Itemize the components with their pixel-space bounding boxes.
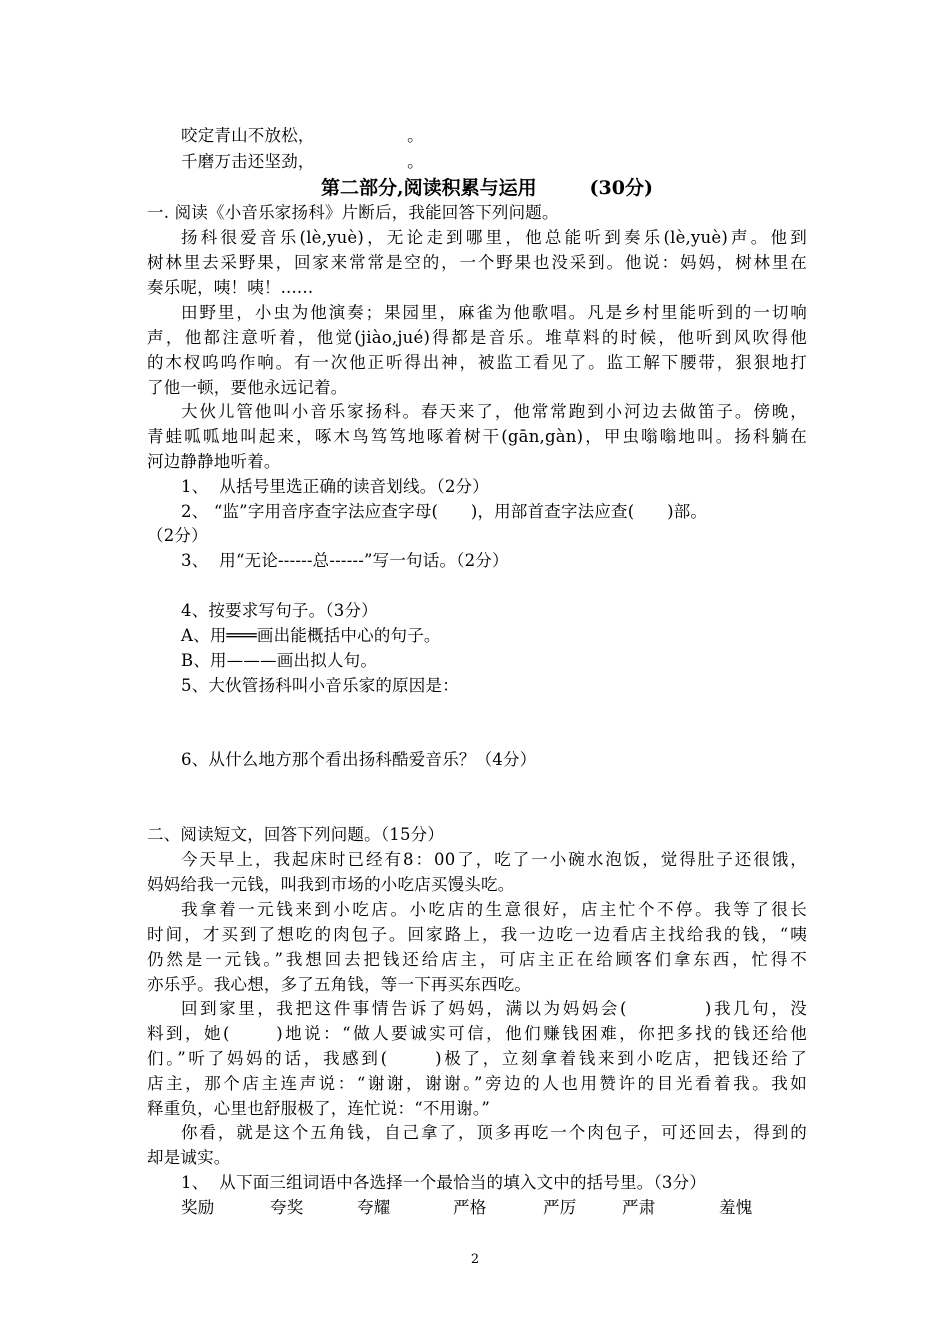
paragraph-line: 树林里去采野果，回家来常常是空的，一个野果也没采到。他说：妈妈，树林里在: [147, 253, 807, 272]
paragraph-line: 了他一顿，要他永远记着。: [147, 378, 348, 397]
paragraph-line: 仍然是一元钱。”我想回去把钱还给店主，可店主正在给顾客们拿东西，忙得不: [147, 950, 807, 969]
question-1: 1、 从括号里选正确的读音划线。（2分）: [181, 477, 489, 496]
paragraph-line: 的木杈呜呜作响。有一次他正听得出神，被监工看见了。监工解下腰带，狠狠地打: [147, 353, 807, 372]
question-6: 6、从什么地方那个看出扬科酷爱音乐？（4分）: [181, 750, 537, 769]
paragraph-line: 们。”听了妈妈的话，我感到( )极了，立刻拿着钱来到小吃店，把钱还给了: [147, 1049, 807, 1068]
paragraph-line: 奏乐呢，咦！咦！......: [147, 278, 314, 297]
word-choice: 羞愧: [719, 1198, 753, 1217]
question-3: 3、 用“无论------总------”写一句话。（2分）: [181, 551, 509, 570]
poem-line-1: 咬定青山不放松， 。: [181, 126, 424, 145]
paragraph-line: 河边静静地听着。: [147, 452, 281, 471]
word-choice: 严厉: [543, 1198, 577, 1217]
word-choice: 夸耀: [357, 1198, 391, 1217]
section-two-heading: 二、阅读短文，回答下列问题。（15分）: [147, 825, 445, 844]
paragraph-line: 你看，就是这个五角钱，自己拿了，顶多再吃一个肉包子，可还回去，得到的: [181, 1123, 807, 1142]
paragraph-line: 妈妈给我一元钱，叫我到市场的小吃店买馒头吃。: [147, 875, 515, 894]
paragraph-line: 释重负，心里也舒服极了，连忙说：“不用谢。”: [147, 1099, 491, 1118]
paragraph-line: 却是诚实。: [147, 1148, 231, 1167]
poem-line-2: 千磨万击还坚劲， 。: [181, 152, 424, 171]
paragraph-line: 青蛙呱呱地叫起来，啄木鸟笃笃地啄着树干(gān,gàn)，甲虫嗡嗡地叫。扬科躺在: [147, 427, 807, 446]
word-choice: 夸奖: [270, 1198, 304, 1217]
section-one-heading: 一. 阅读《小音乐家扬科》片断后，我能回答下列问题。: [147, 203, 559, 222]
question-2-score: （2分）: [147, 526, 208, 545]
paragraph-line: 时间，才买到了想吃的肉包子。回家路上，我一边吃一边看店主找给我的钱，“咦: [147, 925, 807, 944]
paragraph-line: 扬科很爱音乐(lè,yuè)，无论走到哪里，他总能听到奏乐(lè,yuè)声。他到: [181, 228, 807, 247]
word-choice: 奖励: [181, 1198, 215, 1217]
question-4a: A、用═══画出能概括中心的句子。: [181, 626, 441, 645]
word-choice: 严格: [453, 1198, 487, 1217]
section-two-question-1: 1、 从下面三组词语中各选择一个最恰当的填入文中的括号里。（3分）: [181, 1173, 707, 1192]
paragraph-line: 声，他都注意听着，他觉(jiào,jué)得都是音乐。堆草料的时候，他听到风吹得他: [147, 328, 807, 347]
paragraph-line: 亦乐乎。我心想，多了五角钱，等一下再买东西吃。: [147, 975, 532, 994]
paragraph-line: 大伙儿管他叫小音乐家扬科。春天来了，他常常跑到小河边去做笛子。傍晚，: [181, 402, 807, 421]
paragraph-line: 今天早上，我起床时已经有8：00了，吃了一小碗水泡饭，觉得肚子还很饿，: [181, 850, 807, 869]
paragraph-line: 田野里，小虫为他演奏；果园里，麻雀为他歌唱。凡是乡村里能听到的一切响: [181, 303, 807, 322]
paragraph-line: 料到，她( )地说：“做人要诚实可信，他们赚钱困难，你把多找的钱还给他: [147, 1024, 807, 1043]
paragraph-line: 我拿着一元钱来到小吃店。小吃店的生意很好，店主忙个不停。我等了很长: [181, 900, 807, 919]
question-5: 5、大伙管扬科叫小音乐家的原因是：: [181, 676, 459, 695]
page-number: 2: [470, 1252, 480, 1267]
question-2: 2、 “监”字用音序查字法应查字母( )，用部首查字法应查( )部。: [181, 502, 708, 521]
question-4: 4、按要求写句子。（3分）: [181, 601, 378, 620]
part-two-title: 第二部分,阅读积累与运用 (30分): [321, 177, 653, 199]
question-4b: B、用———画出拟人句。: [181, 651, 378, 670]
paragraph-line: 回到家里，我把这件事情告诉了妈妈，满以为妈妈会( )我几句，没: [181, 999, 807, 1018]
word-choice: 严肃: [622, 1198, 656, 1217]
paragraph-line: 店主，那个店主连声说：“谢谢，谢谢。”旁边的人也用赞许的目光看着我。我如: [147, 1074, 807, 1093]
